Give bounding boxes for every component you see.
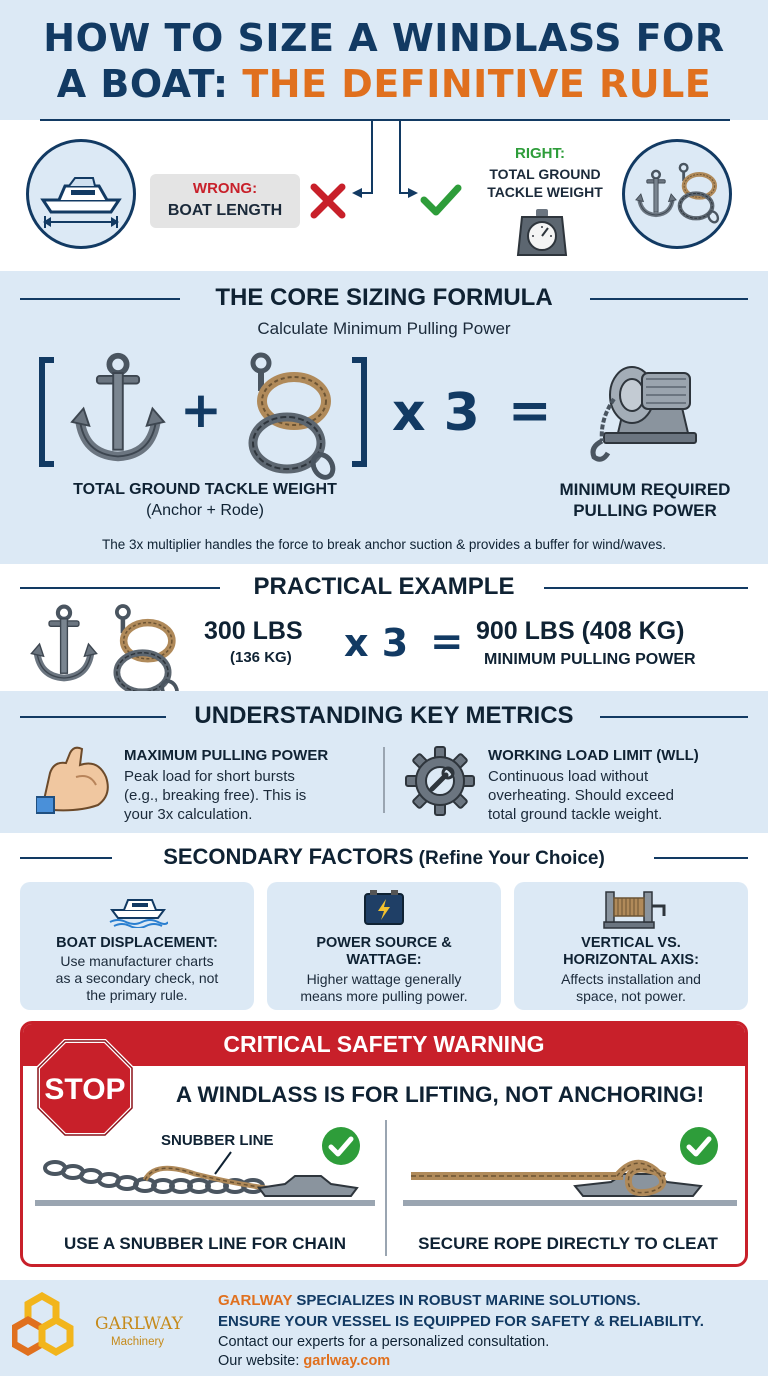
page-title-line1: HOW TO SIZE A WINDLASS FOR: [43, 16, 725, 60]
right-label: RIGHT:: [515, 145, 565, 162]
safety-warning-box: [20, 1021, 748, 1267]
axis-line1: Affects installation and: [561, 971, 701, 987]
wll-line3: total ground tackle weight.: [488, 806, 663, 823]
power-line1: Higher wattage generally: [306, 971, 462, 987]
ground-tackle-caption: [40, 479, 370, 521]
power-body: [267, 971, 501, 1005]
website-link[interactable]: garlway.com: [303, 1353, 391, 1369]
wrong-text: BOAT LENGTH: [167, 202, 283, 219]
secondary-factors-section: [0, 834, 768, 1020]
footer: [0, 1280, 768, 1376]
right-bracket-icon: [348, 357, 368, 467]
right-text: [470, 165, 620, 201]
axis-line2: space, not power.: [576, 988, 686, 1004]
boat-icon: [108, 888, 168, 928]
title-rule-right: [544, 587, 748, 589]
example-equals: =: [430, 619, 464, 665]
wll-heading: WORKING LOAD LIMIT (WLL): [488, 747, 699, 764]
boat-length-icon: [29, 142, 133, 246]
title-rule-right: [654, 857, 748, 859]
ground-tackle-caption-line2: (Anchor + Rode): [146, 502, 264, 519]
anchor-icon: [70, 351, 166, 466]
footer-line3: Contact our experts for a personalized consultation.: [218, 1334, 550, 1350]
displacement-line3: the primary rule.: [86, 987, 188, 1003]
gear-wrench-icon: [404, 745, 476, 817]
factor-card-displacement: [20, 882, 254, 1010]
stop-sign-text: STOP: [44, 1073, 126, 1106]
pulling-power-caption: [530, 479, 760, 521]
checkmark-icon: [321, 1126, 361, 1166]
example-input-value: 300 LBS: [204, 617, 303, 645]
anchor-icon: [30, 603, 98, 685]
anchor-icon: [635, 168, 677, 220]
scale-icon: [514, 207, 570, 259]
practical-example-section: [0, 565, 768, 690]
displacement-body: [20, 953, 254, 1004]
footer-line4: [218, 1353, 390, 1369]
secondary-factors-title: [0, 844, 768, 870]
wll-line2: overheating. Should exceed: [488, 787, 674, 804]
checkmark-icon: [679, 1126, 719, 1166]
power-line2: means more pulling power.: [300, 988, 468, 1004]
brand-subtitle: Machinery: [111, 1336, 165, 1348]
cross-icon: [308, 181, 348, 221]
core-formula-title: THE CORE SIZING FORMULA: [215, 284, 553, 311]
flexed-arm-icon: [36, 743, 116, 815]
metrics-divider: [383, 747, 385, 813]
key-metrics-section: [0, 691, 768, 833]
checkmark-icon: [420, 183, 462, 217]
title-rule-right: [600, 716, 748, 718]
snubber-caption: USE A SNUBBER LINE FOR CHAIN: [63, 1234, 347, 1253]
rope-chain-icon: [234, 351, 344, 481]
windlass-icon: [584, 359, 700, 469]
boat-length-circle: [26, 139, 136, 249]
core-formula-section: [0, 271, 768, 564]
wrong-label: WRONG:: [192, 180, 258, 197]
wll-body: [488, 767, 674, 824]
max-pulling-line3: your 3x calculation.: [124, 806, 253, 823]
rope-chain-icon: [104, 603, 184, 701]
ground-tackle-circle: [622, 139, 732, 249]
footer-line2: ENSURE YOUR VESSEL IS EQUIPPED FOR SAFETY & RELIABILITY.: [218, 1313, 704, 1330]
equals-sign: =: [508, 381, 552, 441]
safety-divider: [385, 1120, 387, 1256]
max-pulling-heading: MAXIMUM PULLING POWER: [124, 747, 329, 764]
safety-title: CRITICAL SAFETY WARNING: [223, 1031, 545, 1057]
secondary-title-paren: (Refine Your Choice): [413, 848, 605, 869]
multiplier-note: The 3x multiplier handles the force to break anchor suction & provides a buffer for wind/waves.: [101, 537, 667, 552]
times-three: x 3: [392, 383, 480, 443]
secondary-title-main: SECONDARY FACTORS: [163, 844, 414, 869]
right-text-line1: TOTAL GROUND: [489, 166, 601, 182]
footer-brand: GARLWAY: [218, 1292, 293, 1309]
factor-card-power: [267, 882, 501, 1010]
snubber-line-label: SNUBBER LINE: [161, 1132, 274, 1149]
example-input-metric: (136 KG): [230, 649, 292, 666]
example-result-value: 900 LBS (408 KG): [476, 617, 685, 645]
axis-heading-line1: VERTICAL VS.: [581, 935, 681, 951]
factor-card-axis: [514, 882, 748, 1010]
displacement-line1: Use manufacturer charts: [60, 953, 214, 969]
battery-icon: [361, 888, 407, 928]
stop-sign-icon: [35, 1038, 135, 1138]
max-pulling-line1: Peak load for short bursts: [124, 768, 295, 785]
power-heading-line2: WATTAGE:: [346, 952, 422, 968]
garlway-logo-icon: [12, 1292, 92, 1368]
practical-example-title: PRACTICAL EXAMPLE: [253, 573, 515, 600]
axis-heading: [514, 935, 748, 969]
right-text-line2: TACKLE WEIGHT: [487, 184, 603, 200]
power-heading-line1: POWER SOURCE &: [316, 935, 452, 951]
title-prefix: A BOAT:: [56, 62, 243, 106]
website-prefix: Our website:: [218, 1353, 304, 1369]
cleat-caption: SECURE ROPE DIRECTLY TO CLEAT: [418, 1234, 718, 1253]
winch-icon: [600, 886, 670, 930]
safety-warning-text: A WINDLASS IS FOR LIFTING, NOT ANCHORING!: [175, 1082, 705, 1107]
core-formula-subtitle: Calculate Minimum Pulling Power: [257, 319, 511, 338]
axis-heading-line2: HORIZONTAL AXIS:: [563, 952, 699, 968]
wrong-right-comparison: [0, 121, 768, 271]
left-bracket-icon: [38, 357, 58, 467]
pulling-power-caption-line1: MINIMUM REQUIRED: [559, 480, 731, 499]
footer-line1-rest: SPECIALIZES IN ROBUST MARINE SOLUTIONS.: [292, 1292, 641, 1309]
axis-body: [514, 971, 748, 1005]
plus-sign: +: [180, 381, 222, 439]
example-multiplier: x 3: [344, 621, 409, 665]
max-pulling-body: [124, 767, 306, 824]
header-banner: [0, 0, 768, 120]
key-metrics-title: UNDERSTANDING KEY METRICS: [194, 702, 574, 729]
footer-line1: [218, 1292, 641, 1309]
power-heading: [267, 935, 501, 969]
displacement-line2: as a secondary check, not: [55, 970, 219, 986]
displacement-heading: BOAT DISPLACEMENT:: [56, 935, 218, 951]
wrong-method-box: [150, 174, 300, 228]
pulling-power-caption-line2: PULLING POWER: [573, 501, 717, 520]
brand-name: GARLWAY: [95, 1314, 183, 1334]
max-pulling-line2: (e.g., breaking free). This is: [124, 787, 307, 804]
title-rule-right: [590, 298, 748, 300]
title-highlight: THE DEFINITIVE RULE: [242, 62, 712, 106]
rope-coil-icon: [673, 162, 721, 224]
ground-tackle-caption-line1: TOTAL GROUND TACKLE WEIGHT: [73, 481, 337, 498]
wll-line1: Continuous load without: [488, 768, 649, 785]
page-title-line2: [0, 62, 768, 106]
example-result-label: MINIMUM PULLING POWER: [484, 651, 696, 668]
